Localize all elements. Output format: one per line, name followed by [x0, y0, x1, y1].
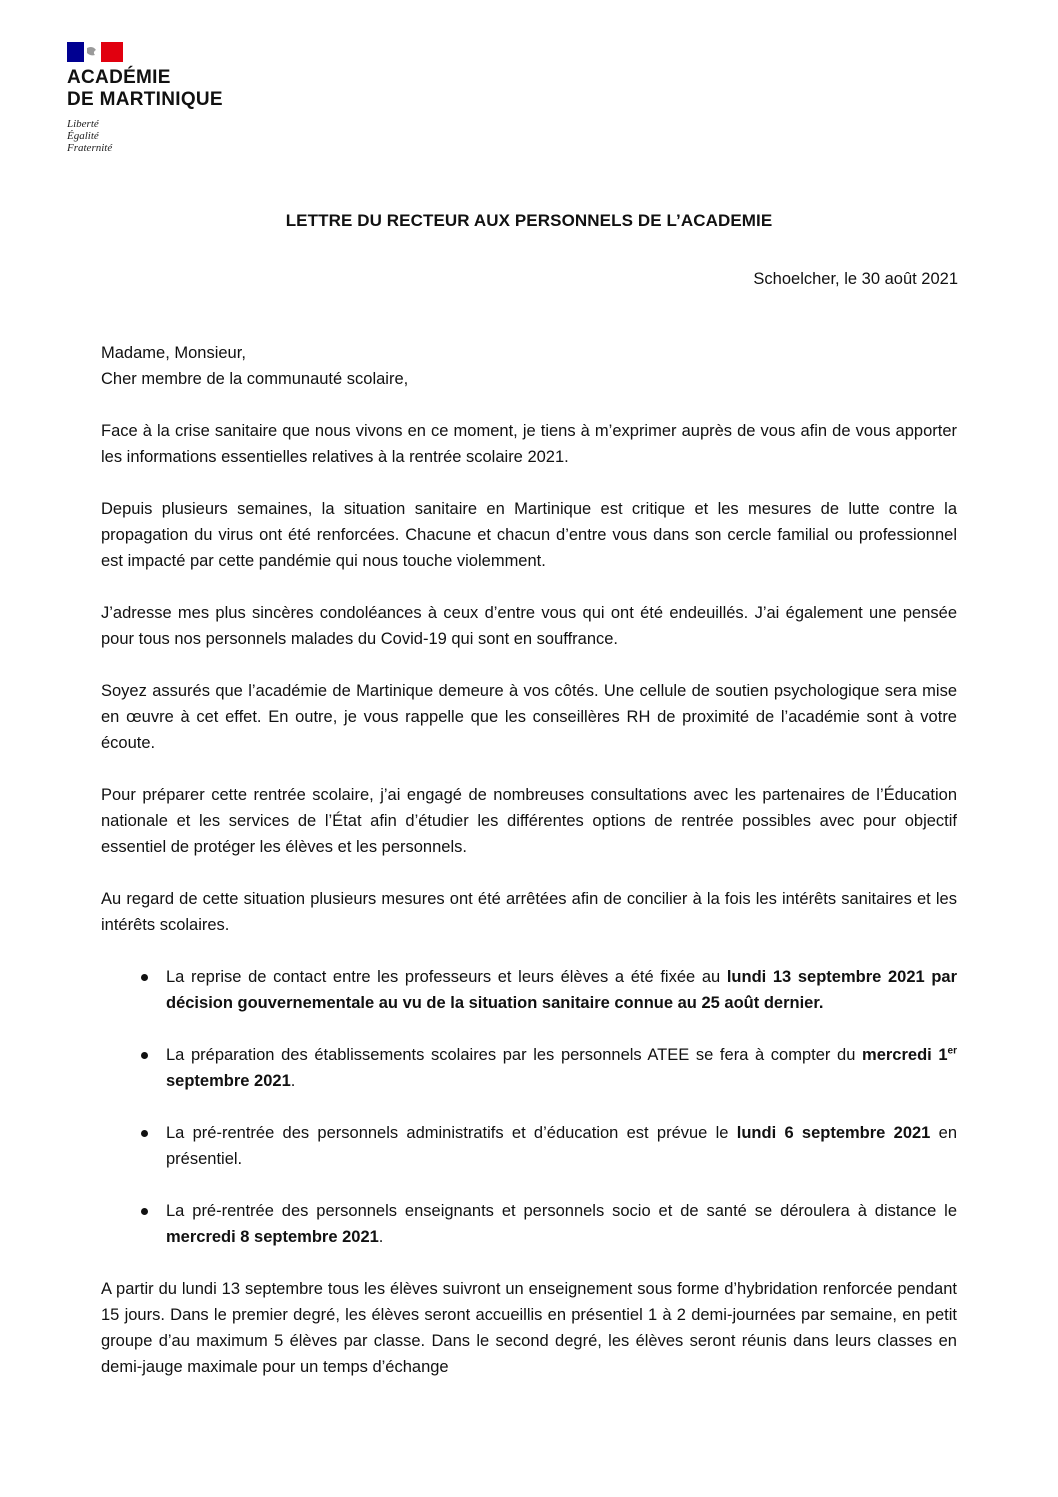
paragraph: Au regard de cette situation plusieurs mesures ont été arrêtées afin de concilier à la fois les intérêts sanitaires et les intérêts scolaires.	[101, 890, 957, 934]
bullet-superscript: er	[947, 1045, 957, 1057]
bullet-text: La préparation des établissements scolaires par les personnels ATEE se fera à compter du	[166, 1046, 863, 1064]
list-item	[101, 1198, 957, 1250]
academy-name-line1: ACADÉMIE	[67, 67, 171, 88]
bullet-icon	[141, 1130, 148, 1137]
academy-name-line2: DE MARTINIQUE	[67, 89, 223, 110]
salutation-line: Cher membre de la communauté scolaire,	[101, 370, 409, 388]
paragraph: A partir du lundi 13 septembre tous les élèves suivront un enseignement sous forme d’hybridation renforcée pendant 15 jours. Dans le premier degré, les élèves seront accueillis en présentiel 1 à 2 demi-journées par semaine, en petit groupe d’au maximum 5 élèves par classe. Dans le second degré, les élèves seront réunis dans leurs classes en demi-jauge maximale pour un temps d’échange	[101, 1280, 957, 1376]
bullet-icon	[141, 974, 148, 981]
republic-motto	[67, 118, 112, 154]
bullet-text-after: en présentiel.	[166, 1124, 957, 1168]
bullet-text-after: .	[378, 1228, 384, 1246]
paragraph: Depuis plusieurs semaines, la situation sanitaire en Martinique est critique et les mesures de lutte contre la propagation du virus ont été renforcées. Chacune et chacun d’entre vous dans son cercle familial ou professionnel est impacté par cette pandémie qui nous touche violemment.	[101, 500, 957, 570]
letter-title: LETTRE DU RECTEUR AUX PERSONNELS DE L’ACADEMIE	[285, 211, 773, 230]
bullet-text: La reprise de contact entre les professeurs et leurs élèves a été fixée au	[166, 968, 727, 986]
date-line: Schoelcher, le 30 août 2021	[753, 270, 958, 288]
paragraph: Soyez assurés que l’académie de Martinique demeure à vos côtés. Une cellule de soutien psychologique sera mise en œuvre à cet effet. En outre, je vous rappelle que les conseillères RH de proximité de l’académie sont à votre écoute.	[101, 682, 957, 752]
bullet-bold-text: mercredi 8 septembre 2021	[166, 1228, 379, 1246]
bullet-bold-text: lundi 13 septembre 2021 par décision gouvernementale au vu de la situation sanitaire connue au 25 août dernier.	[166, 968, 957, 1012]
bullet-text: La pré-rentrée des personnels administratifs et d’éducation est prévue le	[166, 1124, 737, 1142]
list-item	[101, 964, 957, 1016]
academy-name	[67, 67, 223, 111]
list-item	[101, 1042, 957, 1094]
bullet-bold-text: septembre 2021	[166, 1072, 291, 1090]
salutation-line: Madame, Monsieur,	[101, 344, 246, 362]
bullet-icon	[141, 1208, 148, 1215]
bullet-bold-text: mercredi 1	[862, 1046, 948, 1064]
list-item	[101, 1120, 957, 1172]
paragraph: J’adresse mes plus sincères condoléances à ceux d’entre vous qui ont été endeuillés. J’ai également une pensée pour tous nos personnels malades du Covid-19 qui sont en souffrance.	[101, 604, 957, 648]
paragraph: Pour préparer cette rentrée scolaire, j’ai engagé de nombreuses consultations avec les partenaires de l’Éducation nationale et les services de l’État afin d’étudier les différentes options de rentrée possibles avec pour objectif essentiel de protéger les élèves et les personnels.	[101, 786, 957, 856]
motto-egalite: Égalité	[67, 130, 99, 142]
bullet-icon	[141, 1052, 148, 1059]
marianne-flag-icon	[67, 42, 123, 62]
bullet-text: La pré-rentrée des personnels enseignants et personnels socio et de santé se déroulera à distance le	[166, 1202, 957, 1220]
motto-fraternite: Fraternité	[67, 142, 113, 154]
motto-liberte: Liberté	[67, 118, 99, 130]
bullet-text-after: .	[290, 1072, 296, 1090]
measures-list	[101, 964, 957, 1250]
bullet-bold-text: lundi 6 septembre 2021	[736, 1124, 931, 1142]
paragraph: Face à la crise sanitaire que nous vivons en ce moment, je tiens à m’exprimer auprès de vous afin de vous apporter les informations essentielles relatives à la rentrée scolaire 2021.	[101, 422, 957, 466]
letter-body	[101, 340, 957, 1380]
